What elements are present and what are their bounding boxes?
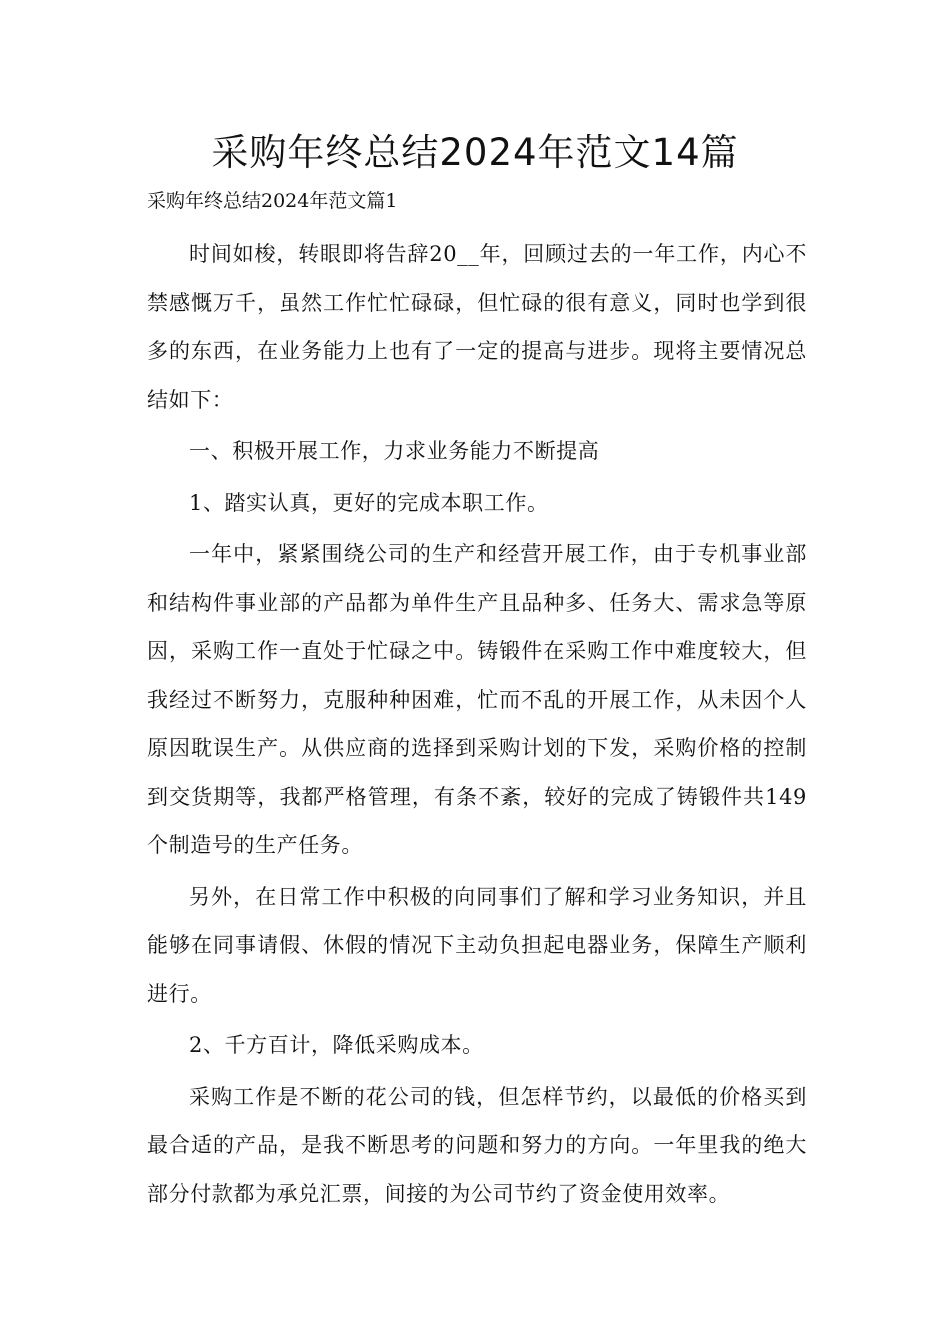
section-subtitle: 采购年终总结2024年范文篇1 xyxy=(147,190,398,212)
heading-item-1: 1、踏实认真，更好的完成本职工作。 xyxy=(189,490,549,515)
heading-item-2: 2、千方百计，降低采购成本。 xyxy=(189,1033,484,1057)
paragraph-intro: 时间如梭，转眼即将告辞20__年，回顾过去的一年工作，内心不禁感慨万千，虽然工作忙忙碌碌，但忙碌的很有意义，同时也学到很多的东西，在业务能力上也有了一定的提高与进步。现将主要情况总结如下： xyxy=(147,242,807,412)
paragraph-additional: 另外，在日常工作中积极的向同事们了解和学习业务知识，并且能够在同事请假、休假的情况下主动负担起电器业务，保障生产顺利进行。 xyxy=(147,884,807,1006)
paragraph-item-2: 采购工作是不断的花公司的钱，但怎样节约，以最低的价格买到最合适的产品，是我不断思考的问题和努力的方向。一年里我的绝大部分付款都为承兑汇票，间接的为公司节约了资金使用效率。 xyxy=(147,1084,807,1206)
document-body xyxy=(147,230,807,1221)
paragraph-item-1: 一年中，紧紧围绕公司的生产和经营开展工作，由于专机事业部和结构件事业部的产品都为单件生产且品种多、任务大、需求急等原因，采购工作一直处于忙碌之中。铸锻件在采购工作中难度较大，但我经过不断努力，克服种种困难，忙而不乱的开展工作，从未因个人原因耽误生产。从供应商的选择到采购计划的下发，采购价格的控制到交货期等，我都严格管理，有条不紊，较好的完成了铸锻件共149个制造号的生产任务。 xyxy=(147,542,807,857)
document-title: 采购年终总结2024年范文14篇 xyxy=(211,131,739,174)
heading-section-1: 一、积极开展工作，力求业务能力不断提高 xyxy=(189,439,600,463)
